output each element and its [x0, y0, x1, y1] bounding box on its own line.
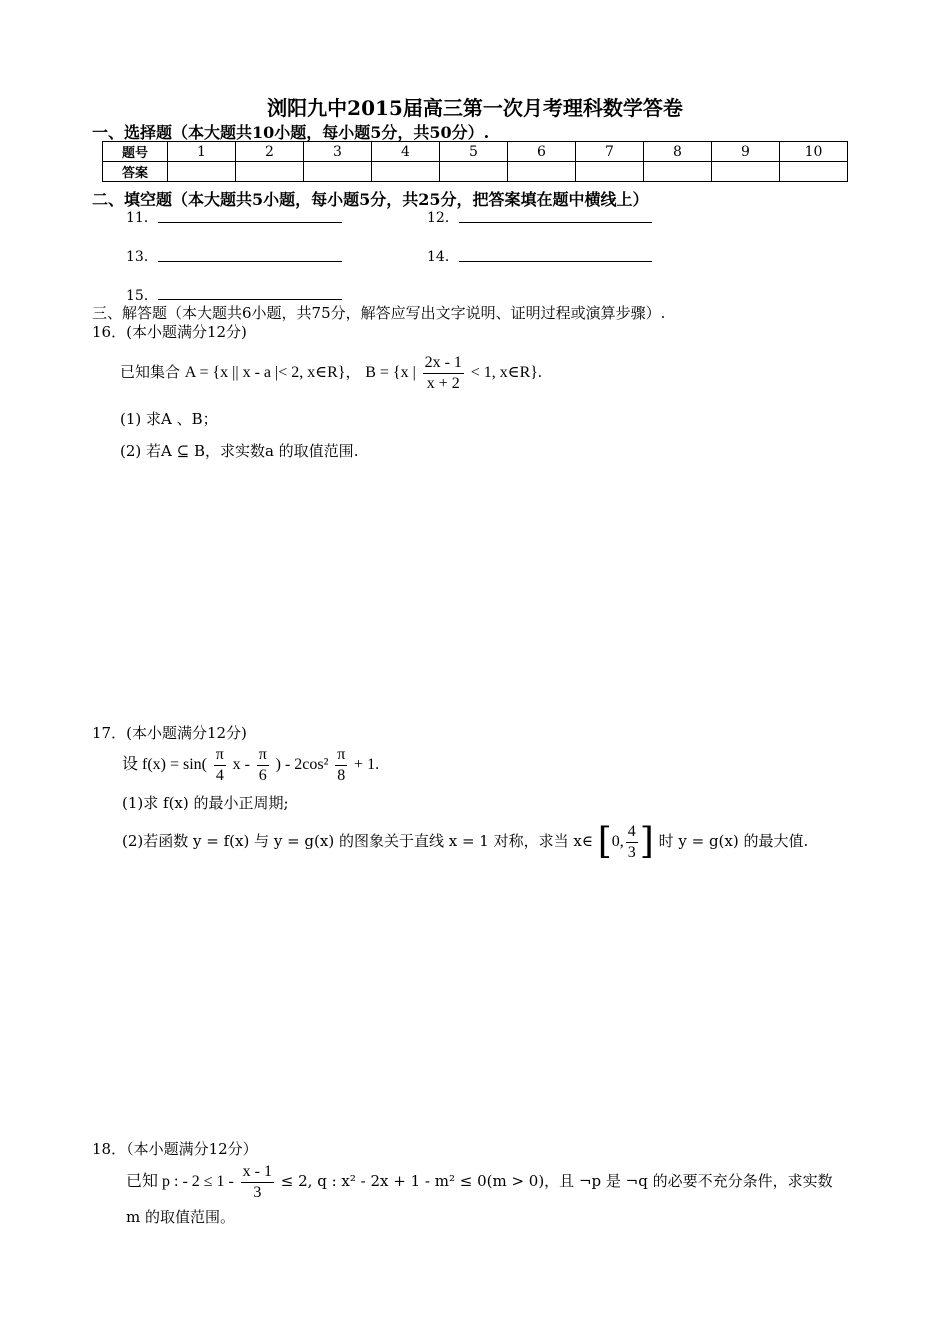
- row-label-answer: 答案: [103, 162, 168, 182]
- q17-part2: [122, 817, 808, 866]
- q17-interval-left: 0,: [611, 833, 624, 850]
- q16-frac-denominator: x + 2: [426, 374, 460, 392]
- answer-cell[interactable]: [644, 162, 712, 182]
- row-label-number: 题号: [103, 142, 168, 162]
- answer-cell[interactable]: [712, 162, 780, 182]
- table-cell: 6: [508, 142, 576, 162]
- answer-table: [102, 141, 848, 182]
- q16-part2: (2) 若A ⊆ B，求实数a 的取值范围.: [120, 442, 359, 460]
- q17-iv-numerator: 4: [626, 822, 638, 843]
- blank-label-15: 15．: [126, 288, 158, 304]
- q17-f1-denominator: 4: [215, 766, 224, 784]
- q18-frac-denominator: 3: [253, 1183, 262, 1201]
- table-cell: 7: [576, 142, 644, 162]
- q17-f3-numerator: π: [335, 745, 347, 766]
- q17-part2-left: (2)若函数 y = f(x) 与 y = g(x) 的图象关于直线 x = 1 对称，求当 x∈: [122, 832, 593, 850]
- q18-header: 18．（本小题满分12分）: [92, 1140, 258, 1158]
- q17-f2-denominator: 6: [258, 766, 267, 784]
- q18-line1-right: ≤ 2, q : x² - 2x + 1 - m² ≤ 0(m > 0)，且 ¬p 是 ¬q 的必要不充分条件，求实数: [280, 1172, 833, 1190]
- q17-f2-numerator: π: [257, 745, 269, 766]
- table-row-answers: [103, 162, 848, 182]
- q18-frac-numerator: x - 1: [241, 1162, 274, 1183]
- answer-cell[interactable]: [440, 162, 508, 182]
- answer-line-12[interactable]: [459, 222, 652, 223]
- q17-f3-denominator: 8: [337, 766, 346, 784]
- table-cell: 1: [168, 142, 236, 162]
- answer-cell[interactable]: [576, 162, 644, 182]
- table-cell: 5: [440, 142, 508, 162]
- q17-fraction-3: [335, 745, 347, 786]
- answer-cell[interactable]: [304, 162, 372, 182]
- bracket-left-icon: [: [597, 821, 612, 862]
- q18-line1-left: 已知 p : - 2 ≤ 1 -: [126, 1173, 234, 1190]
- q17-fraction-2: [257, 745, 269, 786]
- q17-definition: [122, 742, 379, 787]
- q16-statement: [120, 350, 542, 395]
- table-cell: 9: [712, 142, 780, 162]
- section-fill-heading: 二、填空题（本大题共5小题，每小题5分，共25分，把答案填在题中横线上）: [92, 190, 649, 209]
- section-choice-heading: 一、选择题（本大题共10小题，每小题5分，共50分）.: [92, 123, 490, 142]
- answer-line-13[interactable]: [158, 261, 342, 262]
- table-row-numbers: [103, 142, 848, 162]
- answer-cell[interactable]: [508, 162, 576, 182]
- bracket-right-icon: ]: [639, 821, 654, 862]
- q17-def-right: + 1.: [354, 756, 380, 773]
- answer-line-11[interactable]: [158, 222, 342, 223]
- q16-part1: (1) 求A 、B；: [120, 410, 218, 428]
- table-cell: 4: [372, 142, 440, 162]
- q18-line1: [126, 1158, 833, 1205]
- answer-cell[interactable]: [780, 162, 848, 182]
- section-solve-heading: 三、解答题（本大题共6小题，共75分，解答应写出文字说明、证明过程或演算步骤）.: [92, 304, 666, 322]
- answer-cell[interactable]: [168, 162, 236, 182]
- q17-part2-right: 时 y = g(x) 的最大值.: [658, 832, 809, 850]
- q17-f1-numerator: π: [214, 745, 226, 766]
- answer-line-15[interactable]: [158, 299, 342, 300]
- q16-comma: ，: [345, 363, 361, 381]
- q16-set-b-right: < 1, x∈R}.: [470, 364, 542, 381]
- q18-line2: m 的取值范围。: [126, 1208, 235, 1226]
- q17-mid-2: ) - 2cos²: [275, 756, 329, 773]
- q16-fraction: [423, 353, 464, 394]
- answer-line-14[interactable]: [459, 261, 652, 262]
- q17-interval-fraction: [626, 822, 638, 863]
- table-cell: 2: [236, 142, 304, 162]
- blank-label-12: 12．: [427, 210, 459, 226]
- q16-header: 16．(本小题满分12分): [92, 323, 247, 341]
- blank-label-14: 14．: [427, 249, 459, 265]
- blank-label-11: 11．: [126, 210, 158, 226]
- answer-cell[interactable]: [372, 162, 440, 182]
- q16-set-a: A = {x || x - a |< 2, x∈R}: [184, 364, 346, 381]
- table-cell: 8: [644, 142, 712, 162]
- q16-set-b-left: B = {x |: [365, 364, 416, 381]
- answer-cell[interactable]: [236, 162, 304, 182]
- table-cell: 3: [304, 142, 372, 162]
- q16-intro: 已知集合: [120, 363, 181, 381]
- table-cell: 10: [780, 142, 848, 162]
- q17-header: 17．(本小题满分12分): [92, 724, 247, 742]
- blank-label-13: 13．: [126, 249, 158, 265]
- q18-fraction: [241, 1162, 274, 1203]
- q17-fraction-1: [214, 745, 226, 786]
- page-title: 浏阳九中2015届高三第一次月考理科数学答卷: [267, 96, 683, 120]
- q17-mid-1: x -: [232, 756, 250, 773]
- q17-part1: (1)求 f(x) 的最小正周期;: [122, 794, 289, 812]
- q17-def-left: 设 f(x) = sin(: [122, 756, 208, 773]
- q16-frac-numerator: 2x - 1: [423, 353, 464, 374]
- q17-iv-denominator: 3: [627, 843, 636, 861]
